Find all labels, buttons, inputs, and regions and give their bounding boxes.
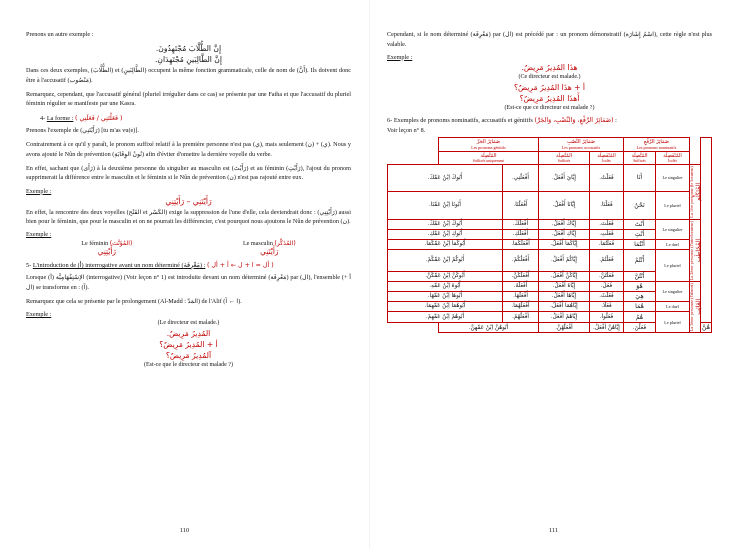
section-5-line-1: Lorsque (أ) الاِسْتِفْهَامِيَّة (interrogative) (Voir leçon n° 1) est introduite devant un nom déterminé (مَعْرِفَة) par (ال), l'ensemble (أ + ال) se transforme en : (آ). [26, 274, 351, 291]
subheader-nom-suffix [623, 151, 655, 164]
section-5-example-2-ar: أ + المُدِيرُ مَرِيضٌ؟ [159, 340, 218, 350]
subheader-acc-isole-fr: Isolés [602, 158, 611, 163]
right-example-3-ar: أَهذَا المُدِيرُ مَرِيضٌ؟ [519, 93, 580, 103]
table-header-groups [388, 137, 712, 151]
header-group-genitive-ar: ضَمَائِرُ الجَرِّ [476, 138, 501, 145]
subheader-nom-isole-fr: Isolés [668, 158, 677, 163]
header-group-nominative-ar: ضَمَائِرُ الرَّفْعِ [643, 138, 670, 145]
cell-acc-suffix: أَفْعَلُنَا. [503, 192, 539, 219]
table-row [388, 281, 712, 291]
page-right [369, 0, 738, 548]
cell-acc-suffix: أَفْعَلُكِ. [503, 229, 539, 239]
cell-acc-isole: إِيَّايَ أَفْعَلُ. [539, 164, 590, 191]
subheader-acc-isole-ar: المُنْفَصِلَة [597, 152, 616, 159]
example2-label-text: Exemple : [26, 231, 52, 239]
cell-acc-suffix: أَفْعَلُنِي. [503, 164, 539, 191]
section-5-example-label-text: Exemple : [26, 311, 52, 319]
cell-nom-suffix: فَعَلُوا. [589, 311, 623, 322]
cell-nom-isole: هِيَ [623, 291, 655, 301]
cell-gen-suffix: أَبُوهُمَا اِبْنُ عَمِّهِمَا. [388, 301, 503, 311]
section-5-formula: ( أل = ا + ل ← أ + أل ) [206, 262, 274, 270]
cell-nom-suffix: فَعَلْتُنَّ. [589, 271, 623, 281]
masculine-example-arabic: رَأَيْتَنِي [260, 247, 279, 257]
feminine-example-arabic: رَأَيْتِنِي [97, 247, 116, 257]
cell-nom-suffix: فَعَلْتُمْ. [589, 249, 623, 271]
cell-nom-suffix: فَعَلْتَ. [589, 219, 623, 229]
section-4-line-1: Prenons l'exemple de (رَأَيْتَنِي) [tu m'as vu(e)]. [26, 127, 139, 135]
cell-nom-isole: هُمَا [623, 301, 655, 311]
table-row [388, 301, 712, 311]
section-6-title: Exemples de pronoms nominatifs, accusatifs et génitifs [393, 116, 533, 124]
cell-acc-isole: إِيَّاكِ أَفْعَلُ. [539, 229, 590, 239]
cell-acc-suffix: أَفْعَلُهَا. [503, 291, 539, 301]
subheader-spacer [690, 151, 701, 164]
subheader-gen-suffix [438, 151, 538, 164]
cell-gen-suffix: أَبُوكُنَّ اِبْنُ عَمِّكُنَّ. [388, 271, 503, 281]
group-label-third-person [690, 281, 701, 332]
header-group-nominative [623, 137, 689, 151]
group-label-third-person-fr: La 3ème personne (l'absent) [688, 282, 694, 332]
arabic-example-1: إِنَّ الطُّلَّابَ مُجْتَهِدُونَ. [155, 44, 222, 54]
section-5-example-label [26, 311, 351, 318]
section-4-title-arabic: ( فَعَلْتَنِي / فَعَلَنِي ) [74, 115, 123, 123]
right-example-label-text: Exemple : [387, 53, 413, 61]
section-6-heading [387, 117, 712, 124]
cell-gen-suffix: أَبُوكَ اِبْنُ عَمِّكَ. [388, 164, 503, 191]
section-5-example-1-fr: (Le directeur est malade.) [157, 320, 220, 327]
section-6-colon: : [615, 116, 617, 124]
cell-acc-suffix: أَفْعَلُهُ. [503, 281, 539, 291]
example-label-text: Exemple : [26, 187, 52, 195]
arabic-example-2: إِنَّ الطَّالِبَينِ مُجْتَهِدَانِ. [154, 55, 222, 65]
cell-acc-suffix: أَفْعَلُكُمَا. [503, 239, 539, 249]
cell-gen-suffix: أَبُوكِ اِبْنُ عَمِّكِ. [388, 229, 503, 239]
row-label-singular: Le singulier [656, 281, 690, 301]
group-label-second-person-ar: المُخَاطَب [694, 238, 702, 262]
group-label-first-person-fr: La 1ère personne (le locuteur) [688, 165, 694, 218]
cell-gen-suffix: أَبُوكُمَا اِبْنُ عَمِّكُمَا. [388, 239, 503, 249]
cell-nom-isole: أَنْتِ [623, 229, 655, 239]
cell-nom-suffix: فَعَلْتِ. [589, 229, 623, 239]
subheader-acc-isole [589, 151, 623, 164]
cell-acc-isole: إِيَّاهُمَا أَفْعَلُ. [539, 301, 590, 311]
cell-gen-suffix: أَبُوهُ اِبْنُ عَمِّهِ. [388, 281, 503, 291]
feminine-label-fr: Le féminin [81, 241, 109, 248]
table-row [388, 311, 712, 322]
masculine-label-fr: Le masculin [242, 241, 273, 248]
header-group-accusative-ar: ضَمَائِرُ النَّصْبِ [566, 138, 596, 145]
section-4-example2-label [26, 231, 351, 238]
section-5-example-3-fr: (Est-ce que le directeur est malade ?) [144, 362, 233, 369]
cell-nom-isole: أَنْتُمَا [623, 239, 655, 249]
subheader-nom-isole [656, 151, 690, 164]
section-5-number: 5- [26, 262, 32, 270]
right-example-1-fr: (Ce directeur est malade.) [518, 73, 581, 80]
section-4-line-3: En effet, sachant que (رَأَى) à la deuxième personne du singulier au masculin est (رَأَيْتَ) et au féminin (رَأَيْتِ), l'ajout du pronom supprimerait la différence entre le masculin et le féminin si le Nûn de prévention (ن) n'est pas rajouté entre eux. [26, 164, 351, 182]
section-5-title: L'introduction de (أ) interrogative avant un nom déterminé (مَعْرِفَة) : [32, 262, 206, 270]
group-label-first-person [690, 164, 701, 219]
subheader-nom-suffix-fr: Suffixés [633, 158, 646, 163]
table-row [388, 219, 712, 229]
right-example-2-ar: أ + هذَا المُدِيرُ مَرِيضٌ؟ [513, 82, 586, 92]
row-label-dual: Le duel [656, 239, 690, 249]
group-label-second-person [690, 219, 701, 281]
section-4-example-label [26, 188, 351, 195]
header-spacer [690, 137, 701, 151]
table-row [388, 164, 712, 191]
subheader-gen-suffix-fr: Suffixés uniquement [472, 158, 505, 163]
cell-acc-suffix: أَفْعَلُهُنَّ. [539, 323, 590, 333]
feminine-label-ar: (المُؤَنَّث) [109, 240, 133, 248]
row-label-plural: Le pluriel [656, 249, 690, 281]
folio-left: 110 [179, 527, 190, 534]
section-6-number: 6- [387, 116, 393, 124]
cell-acc-suffix: أَفْعَلُكُنَّ. [503, 271, 539, 281]
table-row [388, 239, 712, 249]
header-group-accusative [539, 137, 624, 151]
cell-nom-suffix: فَعَلْنَا. [589, 192, 623, 219]
cell-gen-suffix: أَبُوكُمْ اِبْنُ عَمِّكُمْ. [388, 249, 503, 271]
paragraph-both-examples: Dans ces deux exemples, (الطُّلَّابَ) et (الطَّالِبَينِ) occupent la même fonction grammaticale, celle de nom de (أَنَّ). Ils doivent donc être à l'accusatif (مَنْصُوب). [26, 67, 351, 84]
cell-nom-suffix: فَعَلَ. [589, 281, 623, 291]
section-4-number: 4- [40, 115, 46, 123]
cell-acc-isole: إِيَّاهَا أَفْعَلُ. [539, 291, 590, 301]
cell-nom-isole: أَنْتَ [623, 219, 655, 229]
right-example-label [387, 54, 712, 61]
cell-nom-isole: أَنْتُنَّ [623, 271, 655, 281]
section-4-line-4: En effet, la rencontre des deux voyelles (الفَتْح et الكَسْر) exige la suppression de l'une d'elle, cela deviendrait donc : (رَأَيْتِنِي) aussi bien pour le féminin, que pour le masculin et on ne pourrait les différencier, c'est pourquoi nous ajoutons le Nûn de prévention (ن). [26, 208, 351, 226]
row-label-plural: Le pluriel [656, 192, 690, 219]
header-group-accusative-fr: Les pronoms accusatifs [561, 144, 601, 150]
masculine-label-ar: (المُذَكَّر) [274, 240, 296, 248]
section-4-example-arabic: رَأَيْتَنِي – رَأَيْتِنِي [165, 196, 212, 206]
section-4-line-2: Contrairement à ce qu'il y paraît, le pronom suffixé relatif à la première personne n'est pas (ي), mais seulement (ن) + (ي). Nous y avons ajouté le Nûn de prévention (نُونُ الوِقَايَةِ) afin d'éviter d'omettre la dernière voyelle du verbe. [26, 141, 352, 158]
header-group-genitive-fr: Les pronoms génitifs [471, 144, 506, 150]
cell-gen-suffix: أَبُونَا اِبْنُ عَمِّنَا. [388, 192, 503, 219]
cell-nom-isole: أنَا [623, 164, 655, 191]
folio-right: 111 [548, 527, 559, 534]
cell-nom-isole: أَنْتُمْ [623, 249, 655, 271]
cell-nom-isole: هُمْ [623, 311, 655, 322]
paragraph-demonstrative-rule: Cependant, si le nom déterminé (مَعْرِفَة) par (ال) est précédé par : un pronom démonstratif (اسْمُ إِشَارَة), cette règle n'est plus valable. [387, 31, 712, 48]
cell-acc-isole: إِيَّاكَ أَفْعَلُ. [539, 219, 590, 229]
section-4-heading [40, 115, 351, 122]
cell-nom-suffix: فَعَلْتُ. [589, 164, 623, 191]
section-5-example-1-ar: المُدِيرُ مَرِيضٌ. [166, 329, 211, 339]
paragraph-intro: Prenons un autre exemple : [26, 31, 94, 38]
subheader-gen-suffix-ar: المُتَّصِلَة [480, 152, 497, 159]
cell-acc-isole: إِيَّاكُمَا أَفْعَلُ. [539, 239, 590, 249]
cell-acc-isole: إِيَّاكُنَّ أَفْعَلُ. [539, 271, 590, 281]
table-row [388, 192, 712, 219]
section-6-note: Voir leçon n° 8. [387, 127, 426, 134]
gender-pair-row [26, 240, 351, 256]
gender-pair-masculine [243, 240, 296, 256]
group-label-third-person-ar: الغَائِب [694, 299, 702, 315]
row-label-singular: Le singulier [656, 164, 690, 191]
row-label-dual: Le duel [656, 301, 690, 311]
cell-acc-isole: إِيَّاهُنَّ أَفْعَلُ. [589, 323, 623, 333]
subheader-acc-suffix-fr: Suffixés [557, 158, 571, 163]
right-example-1-ar: هذَا المُدِيرُ مَرِيضٌ. [521, 62, 578, 72]
cell-acc-isole: إِيَّانَا أَفْعَلُ. [539, 192, 590, 219]
section-6-title-arabic: (ضَمَائِرُ الرَّفْعِ، وَالنَّصْبِ، وَالجَرِّ) [534, 116, 614, 124]
cell-gen-suffix: أَبُوهُنَّ اِبْنُ عَمِّهِنَّ. [438, 323, 538, 333]
cell-acc-suffix: أَفْعَلُكُمْ. [503, 249, 539, 271]
header-group-genitive [438, 137, 538, 151]
group-label-first-person-ar: المُتَكَلِّم [694, 182, 702, 201]
cell-acc-suffix: أَفْعَلُكَ. [503, 219, 539, 229]
right-example-3-fr: (Est-ce que ce directeur est malade ?) [504, 104, 595, 111]
cell-gen-suffix: أَبُوهُمْ اِبْنُ عَمِّهِمْ. [388, 311, 503, 322]
header-group-nominative-fr: Les pronoms nominatifs [636, 144, 677, 150]
section-5-heading [26, 262, 351, 269]
cell-nom-suffix: فَعَلْنَ. [623, 323, 655, 333]
section-4-title: La forme : [46, 115, 74, 123]
cell-acc-isole: إِيَّاهُ أَفْعَلُ. [539, 281, 590, 291]
subheader-acc-suffix [539, 151, 590, 164]
subheader-nom-suffix-ar: المُتَّصِلَة [631, 152, 648, 159]
cell-nom-suffix: فَعَلَا. [589, 301, 623, 311]
cell-acc-suffix: أَفْعَلُهُمَا. [503, 301, 539, 311]
cell-nom-isole: نَحْنُ [623, 192, 655, 219]
cell-nom-suffix: فَعَلْتُمَا. [589, 239, 623, 249]
section-5-line-2: Remarquez que cela se présente par le prolongement (Al-Madd : المَدّ) de l'Alif (ا ← آ). [26, 298, 242, 306]
cell-nom-isole: هُنَّ [702, 324, 710, 332]
group-label-second-person-fr: La 2ème personne (l'interlocuteur) [688, 220, 694, 280]
subheader-acc-suffix-ar: المُتَّصِلَة [556, 152, 572, 159]
cell-acc-suffix: أَفْعَلُهُمْ. [503, 311, 539, 322]
row-label-plural: Le pluriel [656, 311, 690, 332]
section-5-example-3-ar: آلمُدِيرُ مَرِيضٌ؟ [165, 351, 212, 361]
cell-acc-isole: إِيَّاهُمْ أَفْعَلُ. [539, 311, 590, 322]
pronouns-table [387, 137, 712, 334]
cell-acc-isole: إِيَّاكُمْ أَفْعَلُ. [539, 249, 590, 271]
table-subheader-row [388, 151, 712, 164]
gender-pair-feminine [81, 240, 132, 256]
paragraph-remark-fatha: Remarquez, cependant, que l'accusatif général (pluriel irrégulier dans ce cas) se présente par une Fatha et que l'accusatif du pluriel féminin régulier se manifeste par une Kasra. [26, 90, 351, 108]
table-row [388, 249, 712, 271]
cell-gen-suffix: أَبُوهَا اِبْنُ عَمِّهَا. [388, 291, 503, 301]
row-group-axis-left [701, 137, 712, 323]
subheader-nom-isole-ar: المُنْفَصِلَة [663, 152, 682, 159]
cell-gen-suffix: أَبُوكَ اِبْنُ عَمِّكَ. [388, 219, 503, 229]
cell-nom-isole: هُوَ [623, 281, 655, 291]
row-label-singular: Le singulier [656, 219, 690, 239]
cell-nom-suffix: فَعَلَتْ. [589, 291, 623, 301]
